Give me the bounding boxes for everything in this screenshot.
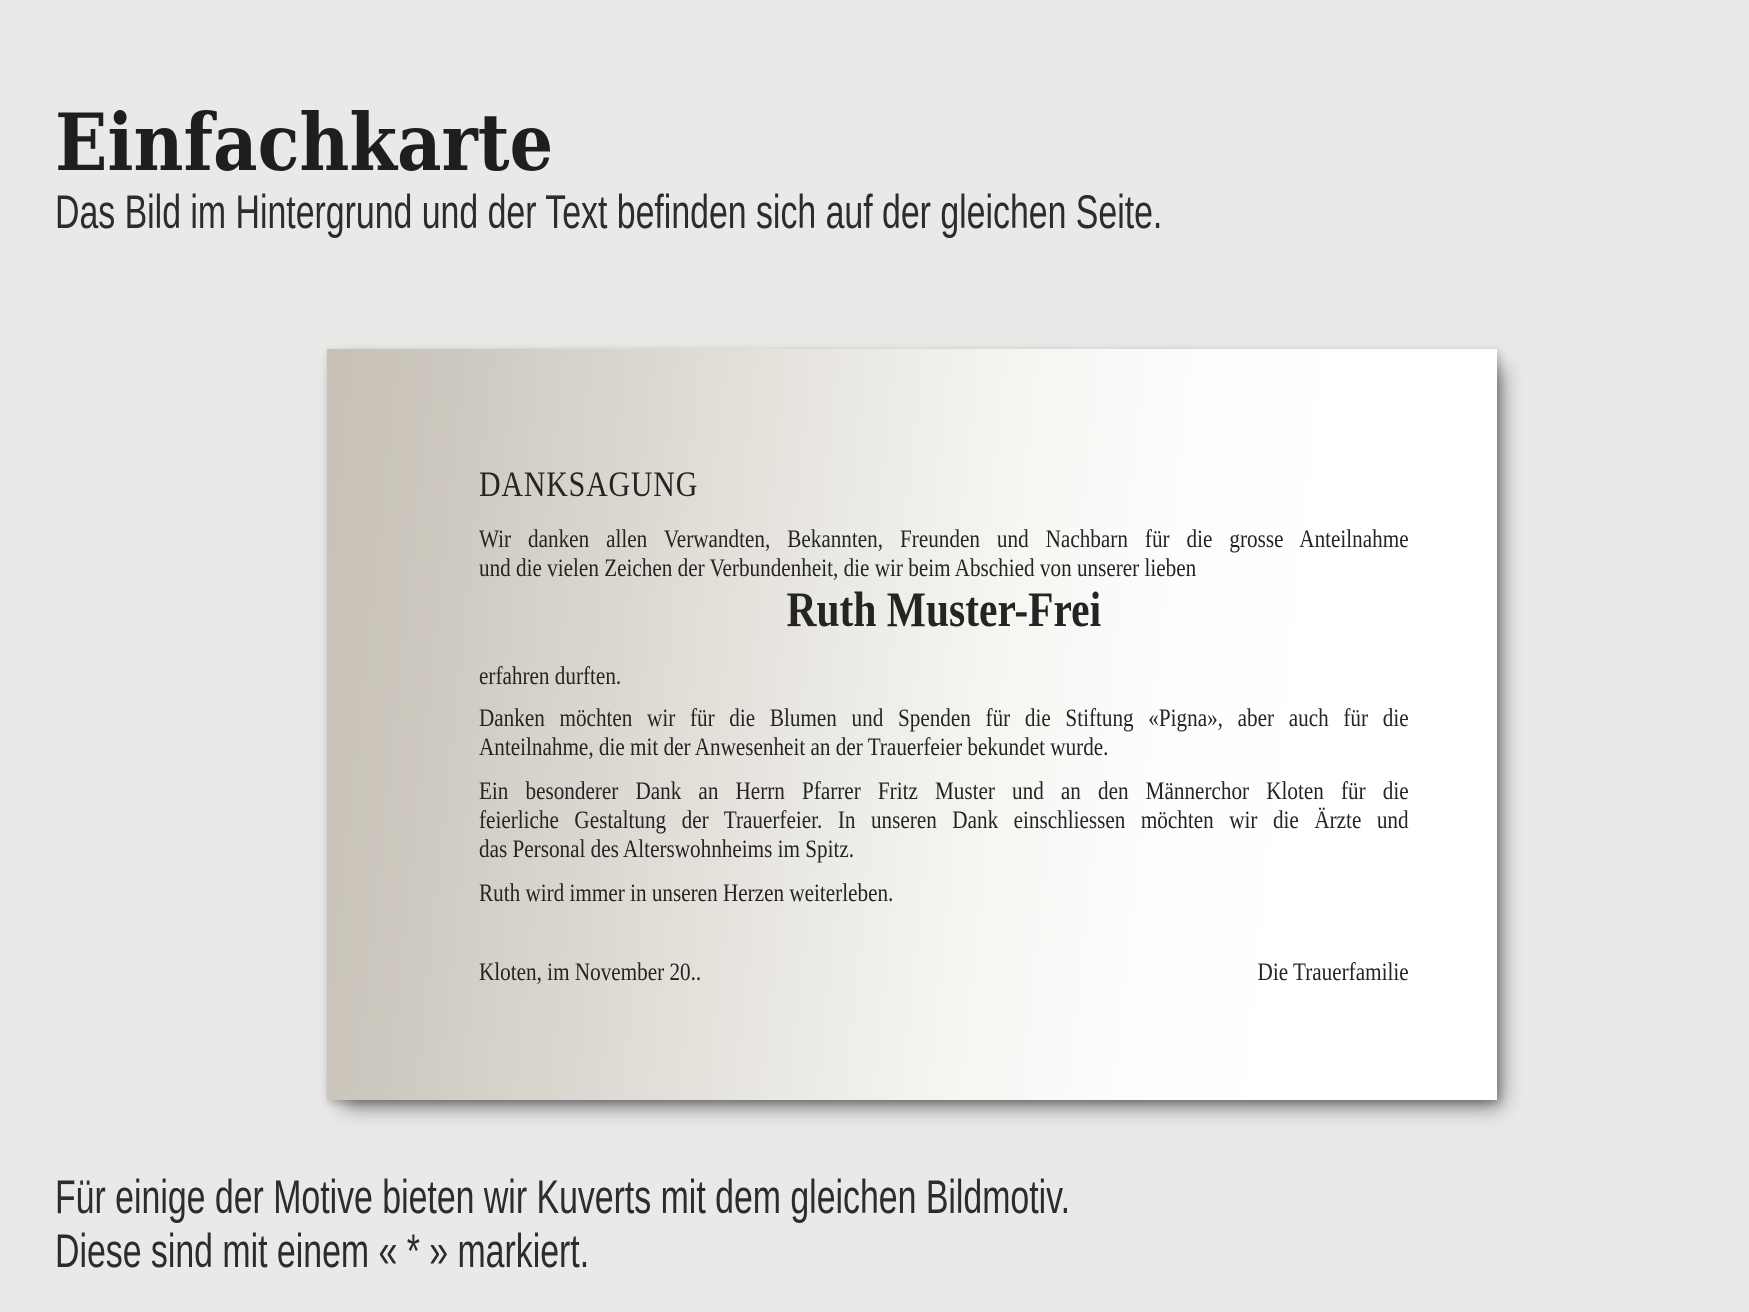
card-intro-line: und die vielen Zeichen der Verbundenheit, die wir beim Abschied von unserer lieben (479, 553, 1197, 582)
card-signature: Die Trauerfamilie (1257, 957, 1409, 986)
card-closing-line: Ruth wird immer in unseren Herzen weiterleben. (479, 878, 894, 907)
page-footer-line: Für einige der Motive bieten wir Kuverts mit dem gleichen Bildmotiv. (55, 1170, 1070, 1223)
card-signature-row (479, 957, 1409, 986)
card-thanks-line: das Personal des Alterswohnheims im Spitz. (479, 834, 855, 863)
card-after-name-line: erfahren durften. (479, 661, 622, 690)
card-intro-paragraph (479, 524, 1409, 582)
card-intro-line: Wir danken allen Verwandten, Bekannten, Freunden und Nachbarn für die grosse Anteilnahme (479, 524, 1409, 553)
card-flowers-paragraph (479, 703, 1409, 761)
page-footer-line: Diese sind mit einem « * » markiert. (55, 1224, 590, 1277)
memorial-card-text (479, 464, 1409, 986)
page-footer (55, 1170, 1070, 1278)
card-place-date: Kloten, im November 20.. (479, 957, 702, 986)
card-heading: DANKSAGUNG (479, 464, 699, 504)
memorial-card-image (327, 349, 1497, 1100)
card-thanks-line: Ein besonderer Dank an Herrn Pfarrer Fritz Muster und an den Männerchor Kloten für die (479, 776, 1409, 805)
deceased-name: Ruth Muster-Frei (786, 581, 1102, 637)
card-thanks-paragraph (479, 776, 1409, 863)
card-flowers-line: Danken möchten wir für die Blumen und Spenden für die Stiftung «Pigna», aber auch für die (479, 703, 1409, 732)
page-subtitle: Das Bild im Hintergrund und der Text befinden sich auf der gleichen Seite. (55, 185, 1163, 238)
card-flowers-line: Anteilnahme, die mit der Anwesenheit an der Trauerfeier bekundet wurde. (479, 732, 1109, 761)
card-thanks-line: feierliche Gestaltung der Trauerfeier. In unseren Dank einschliessen möchten wir die Ärzte und (479, 805, 1409, 834)
page-title: Einfachkarte (55, 95, 554, 189)
